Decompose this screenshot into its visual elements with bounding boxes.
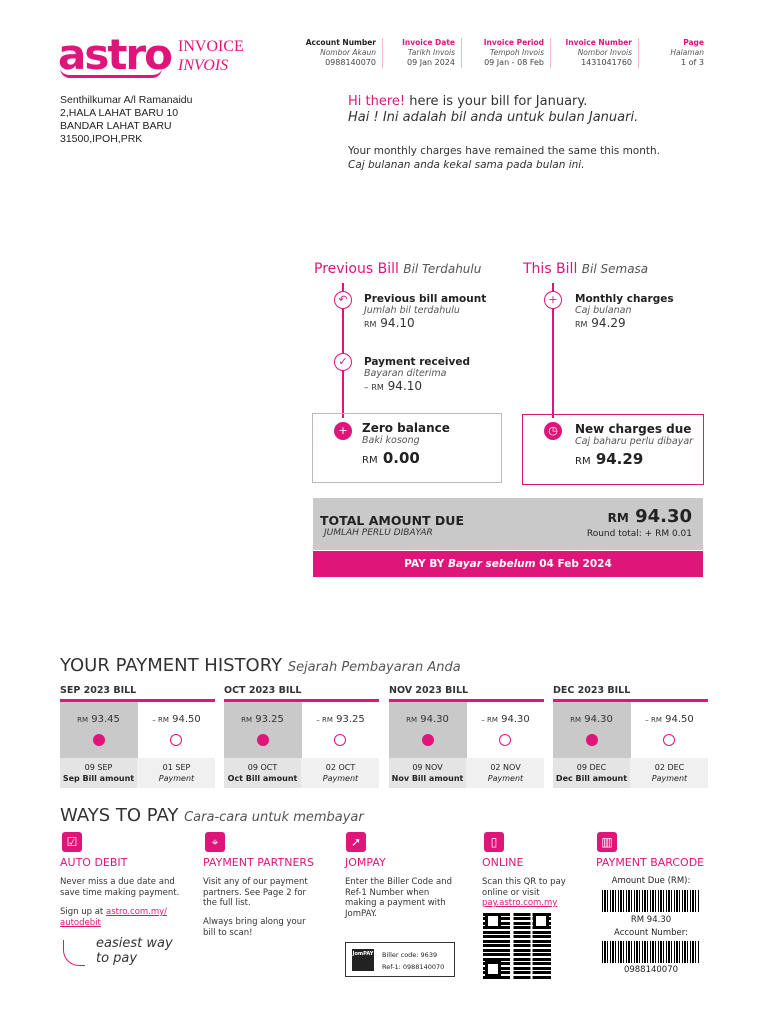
online-title: ONLINE [482,856,524,869]
check-icon [663,734,675,746]
address-line: Senthilkumar A/l Ramanaidu [60,94,193,106]
jompay-desc: Enter the Biller Code and Ref-1 Number when making a payment with JomPAY. [345,877,452,919]
label: Page [683,38,704,47]
label: Account Number [305,38,376,47]
label-ms: Nombor Akaun [320,48,376,57]
header-invoice-period [464,38,551,68]
pay-label: Payment [322,774,359,783]
bill-marker-icon [257,734,269,746]
payby-date: 04 Feb 2024 [539,558,612,570]
item-value: 94.29 [591,316,626,330]
previous-bill-heading [314,261,481,277]
bill-marker-icon [422,734,434,746]
currency: – RM [645,716,662,724]
bill-panel [389,702,467,758]
check-icon: ✓ [334,353,352,371]
biller-code: Biller code: 9639 [382,951,438,959]
plus-icon: + [544,291,562,309]
jompay-logo: JomPAY [352,949,374,971]
account-number-value: 0988140070 [623,965,679,975]
result-sub: Caj baharu perlu dibayar [575,436,694,447]
history-month [224,685,379,788]
payment-panel [467,702,544,758]
title-ms: INVOIS [178,57,229,74]
clock-icon: ◷ [544,422,562,440]
cursor-icon: ➚ [346,832,366,852]
label-ms: Nombor Invois [577,48,632,57]
label-ms: Halaman [670,48,704,57]
greeting-line-ms: Hai ! Ini adalah bil anda untuk bulan Januari. [348,110,639,125]
auto-debit-desc: Never miss a due date and save time making payment. [60,877,180,898]
auto-debit-title: AUTO DEBIT [60,856,128,869]
month-title: OCT 2023 BILL [224,685,302,696]
minus-sign: – [364,383,372,393]
currency: RM [77,716,89,724]
easiest-way-tagline [96,936,173,966]
curved-arrow-icon [63,940,85,966]
currency: RM [575,456,591,467]
payment-qr-code[interactable] [483,911,551,979]
title-en: INVOICE [178,38,244,55]
item-title: Payment received [364,356,470,368]
item-sub: Bayaran diterima [364,368,447,379]
label-ms: Tarikh Invois [407,48,455,57]
bill-label: Nov Bill amount [391,774,464,783]
pay-label: Payment [158,774,195,783]
checkbox-icon: ☑ [62,832,82,852]
amount-barcode [602,890,700,912]
history-month [389,685,544,788]
plus-icon: + [334,422,352,440]
header-invoice-number [553,38,639,68]
value: 0988140070 [325,58,376,67]
pay-date: 01 SEP [162,763,191,772]
bill-marker-icon [586,734,598,746]
ways-to-pay-heading [60,805,364,826]
bill-panel [60,702,138,758]
currency: RM [371,383,384,392]
label: Invoice Number [565,38,632,47]
label-ms: Tempoh Invois [489,48,544,57]
pay-date: 02 OCT [325,763,356,772]
currency: RM [570,716,582,724]
address-line: 2,HALA LAHAT BARU 10 [60,107,179,119]
bill-date: 09 OCT [247,763,278,772]
pay-label: Payment [487,774,524,783]
return-icon: ↶ [334,291,352,309]
value: 09 Jan 2024 [407,58,455,67]
online-desc [482,877,577,909]
bill-date: 09 SEP [84,763,113,772]
label: Invoice Period [483,38,544,47]
partners-desc-2: Always bring along your bill to scan! [203,917,306,938]
account-barcode [602,941,700,963]
month-title: NOV 2023 BILL [389,685,469,696]
label: Invoice Date [402,38,455,47]
history-month [553,685,708,788]
pay-date: 02 NOV [490,763,521,772]
note-en: Your monthly charges have remained the same this month. [348,145,660,157]
month-title: DEC 2023 BILL [553,685,631,696]
payment-panel [138,702,215,758]
mobile-phone-icon: ▯ [484,832,504,852]
currency: RM [241,716,253,724]
bill-date: 09 DEC [576,763,607,772]
bill-panel [224,702,302,758]
payment-received-item [364,356,470,393]
result-value: 94.29 [595,450,644,468]
payment-barcode-title: PAYMENT BARCODE [596,856,705,869]
online-desc-text: Scan this QR to pay online or visit [482,877,566,898]
month-title: SEP 2023 BILL [60,685,137,696]
pay-by-bar [313,551,703,577]
total-amount-due [313,498,703,550]
currency: RM [575,320,588,329]
address-line: BANDAR LAHAT BARU [60,120,172,132]
account-number-label: Account Number: [614,928,688,938]
pay-label: Payment [651,774,688,783]
check-icon [334,734,346,746]
note-ms: Caj bulanan anda kekal sama pada bulan ini. [348,159,585,171]
heading-ms: Cara-cara untuk membayar [184,810,364,825]
value: 09 Jan - 08 Feb [484,58,544,67]
currency: RM [362,455,378,466]
heading-en: This Bill [523,261,578,277]
bill-label: Sep Bill amount [62,774,135,783]
payment-history-heading [60,655,461,676]
result-title: New charges due [575,422,692,436]
signup-text: Sign up at [60,907,106,917]
monthly-charges-item [575,293,674,330]
total-label-ms: JUMLAH PERLU DIBAYAR [324,528,433,538]
partners-desc: Visit any of our payment partners. See Page 2 for the full list. [203,877,308,908]
online-pay-link[interactable]: pay.astro.com.my [482,898,558,908]
currency: RM [364,320,377,329]
item-sub: Jumlah bil terdahulu [364,305,460,316]
item-value: 94.10 [387,379,423,393]
heading-en: Previous Bill [314,261,399,277]
heading-ms: Sejarah Pembayaran Anda [287,660,461,675]
amount-due-value: RM 94.30 [630,915,672,925]
bill-date: 09 NOV [412,763,443,772]
document-title [178,37,244,75]
ref-number: Ref-1: 0988140070 [382,963,445,971]
total-amount: 94.30 [635,506,692,527]
payment-partners-title: PAYMENT PARTNERS [203,856,315,869]
heading-en: YOUR PAYMENT HISTORY [60,655,283,676]
heading-ms: Bil Semasa [581,262,649,276]
new-charges-due [575,422,693,468]
check-icon [170,734,182,746]
jompay-box [345,942,455,977]
item-title: Previous bill amount [364,293,487,305]
pay-date: 02 DEC [654,763,685,772]
paid-amount: 94.30 [501,714,530,725]
this-bill-heading [523,261,648,277]
header-account-number [300,38,383,68]
header-invoice-date [385,38,462,68]
bill-amount: 93.25 [255,714,284,725]
currency: – RM [316,716,333,724]
total-value [608,506,692,527]
value: 1431041760 [581,58,632,67]
paid-amount: 94.50 [172,714,201,725]
zero-balance [362,421,450,467]
history-month [60,685,215,788]
heading-ms: Bil Terdahulu [403,262,482,276]
greeting-line-en: here is your bill for January. [405,94,588,109]
payment-panel [631,702,708,758]
item-sub: Caj bulanan [575,305,632,316]
check-icon [499,734,511,746]
tagline-1: easiest way [96,936,173,951]
bill-amount: 94.30 [420,714,449,725]
paid-amount: 93.25 [336,714,365,725]
result-value: 0.00 [382,449,420,467]
auto-debit-signup [60,907,190,928]
astro-logo: astro [58,30,171,79]
logo-swoosh [60,68,162,78]
item-value: 94.10 [380,316,415,330]
amount-due-label: Amount Due (RM): [611,876,691,886]
payment-panel [302,702,379,758]
currency: RM [406,716,418,724]
location-pin-icon: ⌖ [205,832,225,852]
barcode-icon: ▥ [597,832,617,852]
header-page [641,38,710,68]
currency: – RM [152,716,169,724]
greeting [348,94,638,126]
customer-address [60,94,193,146]
currency: – RM [481,716,498,724]
bill-panel [553,702,631,758]
autodebit-link[interactable]: astro.com.my/ autodebit [60,907,168,928]
charges-note [348,144,660,172]
greeting-hi: Hi there! [348,94,406,109]
bill-marker-icon [93,734,105,746]
previous-bill-item [364,293,486,330]
value: 1 of 3 [681,58,704,67]
bill-label: Dec Bill amount [555,774,628,783]
round-total: Round total: + RM 0.01 [586,529,692,539]
heading-en: WAYS TO PAY [60,805,179,826]
currency: RM [607,511,629,525]
paid-amount: 94.50 [665,714,694,725]
address-line: 31500,IPOH,PRK [60,133,143,145]
item-title: Monthly charges [575,293,674,305]
tagline-2: to pay [96,951,138,966]
result-title: Zero balance [362,421,450,435]
payby-label: PAY BY [404,558,445,570]
jompay-title: JOMPAY [345,856,386,869]
payby-label-ms: Bayar sebelum [448,558,536,570]
total-label: TOTAL AMOUNT DUE [320,513,464,528]
bill-label: Oct Bill amount [227,774,298,783]
bill-amount: 94.30 [584,714,613,725]
result-sub: Baki kosong [362,435,420,446]
bill-amount: 93.45 [91,714,120,725]
